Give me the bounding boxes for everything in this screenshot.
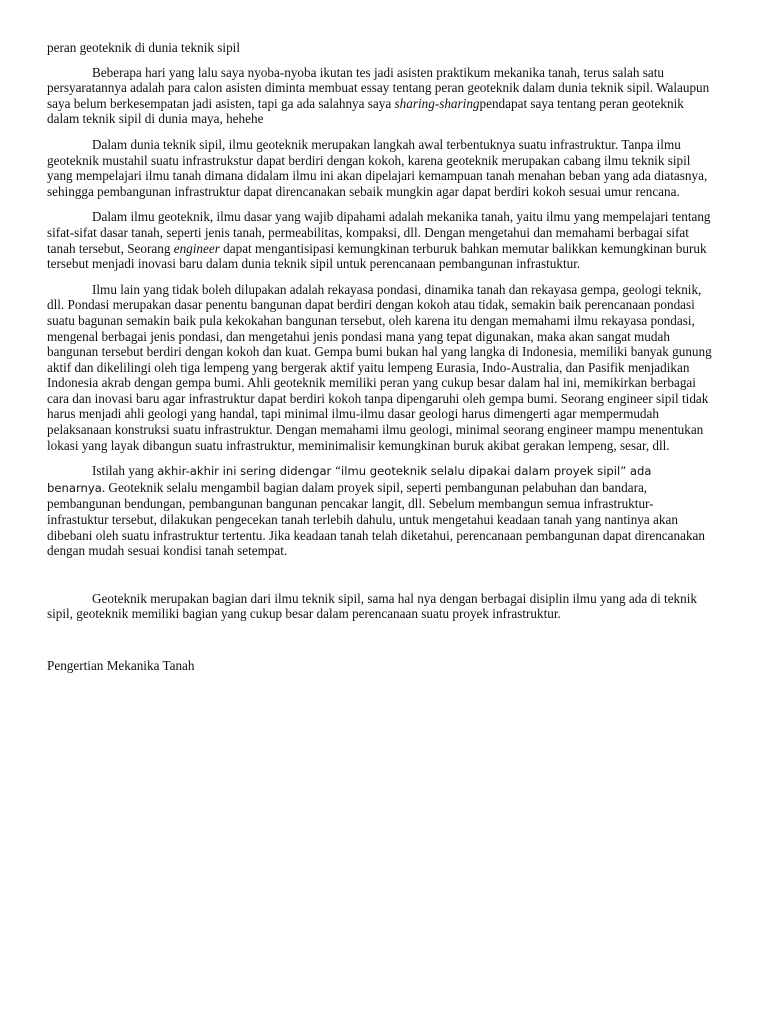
paragraph-conclusion: Geoteknik merupakan bagian dari ilmu teknik sipil, sama hal nya dengan berbagai disiplin ilmu yang ada di teknik sipil, geoteknik memiliki bagian yang cukup besar dalam perencanaan suatu proyek infrastruktur. [47, 590, 698, 622]
paragraph-intro-text: Beberapa hari yang lalu saya nyoba-nyoba ikutan tes jadi asisten praktikum mekanika tanah, terus salah satu persyaratannya adalah para calon asisten diminta membuat essay tentang peran geoteknik dalam dunia teknik sipil. Walaupun saya belum berkesempatan jadi asisten, tapi ga ada salahnya saya [47, 64, 710, 111]
document-title: peran geoteknik di dunia teknik sipil [47, 40, 241, 55]
paragraph-intro-italic: sharing-sharing [394, 95, 480, 111]
paragraph-mekanika-text: Dalam ilmu geoteknik, ilmu dasar yang wajib dipahami adalah mekanika tanah, yaitu ilmu yang mempelajari tentang sifat-sifat dasar tanah, seperti jenis tanah, permeabilitas, kompaksi, dll. Dengan mengetahui dan memahami berbagai sifat tanah tersebut, Seorang [47, 209, 711, 256]
spacer [47, 569, 713, 591]
section-heading: Pengertian Mekanika Tanah [47, 658, 195, 673]
paragraph-mekanika-tanah [47, 209, 713, 271]
paragraph-intro [47, 65, 713, 127]
document-page [47, 40, 713, 674]
paragraph-istilah-rest: . Geoteknik selalu mengambil bagian dalam proyek sipil, seperti pembangunan pelabuhan dan bandara, pembangunan bendungan, pembangunan bangunan pencakar langit, dll. Sebelum membangun semua infrastruktur-infrastuktur tersebut, dilakukan pengecekan tanah terlebih dahulu, untuk mengetahui keadaan tanah yang nantinya akan dibebani oleh suatu infrastruktur tertentu. Jika keadaan tanah telah diketahui, perencanaan pembangunan dapat direncanakan dengan mudah sesuai kondisi tanah setempat. [47, 479, 706, 559]
paragraph-istilah-quote: akhir-akhir ini sering didengar “ilmu geoteknik selalu dipakai dalam proyek sipil” ada benarnya [47, 464, 652, 495]
paragraph-intro-text-end: pendapat saya tentang peran geoteknik dalam teknik sipil di dunia maya, hehehe [47, 95, 684, 127]
paragraph-geoteknik-role: Dalam dunia teknik sipil, ilmu geoteknik merupakan langkah awal terbentuknya suatu infrastruktur. Tanpa ilmu geoteknik mustahil suatu infrastrukstur dapat berdiri dengan kokoh, karena geoteknik merupakan cabang ilmu teknik sipil yang mempelajari ilmu tanah dimana didalam ilmu ini akan dipelajari kemampuan tanah menahan beban yang ada diatasnya, sehingga pembangunan infrastruktur dapat direncanakan sebaik mungkin agar dapat berdiri kokoh sesuai umur rencana. [47, 136, 708, 199]
paragraph-mekanika-italic: engineer [173, 240, 220, 256]
spacer [47, 632, 713, 658]
paragraph-rekayasa-pondasi: Ilmu lain yang tidak boleh dilupakan adalah rekayasa pondasi, dinamika tanah dan rekayasa gempa, geologi teknik, dll. Pondasi merupakan dasar penentu bangunan dapat berdiri dengan kokoh atau tidak, semakin baik perencanaan pondasi suatu bagunan semakin baik pula kekokahan bangunan tersebut, oleh karena itu dengan memahami ilmu rekayasa pondasi, mengenal berbagai jenis pondasi, dan mengetahui jenis pondasi mana yang tepat digunakan, maka akan sangat mudah bangunan tersebut berdiri dengan kokoh dan kuat. Gempa bumi bukan hal yang langka di Indonesia, memiliki banyak gunung aktif dan dikelilingi oleh tiga lempeng yang bergerak aktif yaitu lempeng Eurasia, Indo-Australia, dan Pasifik menjadikan Indonesia akrab dengan gempa bumi. Ahli geoteknik memiliki peran yang cukup besar dalam hal ini, memikirkan berbagai cara dan inovasi baru agar infrastruktur dapat berdiri kokoh tanpa dipengaruhi oleh gempa bumi. Seorang engineer sipil tidak harus menjadi ahli geologi yang handal, tapi minimal ilmu-ilmu dasar geologi harus dimengerti agar mempermudah pelaksanaan konstruksi suatu infrastruktur. Dengan memahami ilmu geologi, minimal seorang engineer mampu menentukan lokasi yang layak dibangun suatu infrastruktur, meminimalisir kemungkinan buruk akibat gerakan lempeng, sesar, dll. [47, 281, 712, 453]
paragraph-istilah-lead: Istilah yang [92, 463, 158, 479]
paragraph-mekanika-text-end: dapat mengantisipasi kemungkinan terburuk bahkan memutar balikkan kemungkinan buruk tersebut menjadi inovasi baru dalam dunia teknik sipil untuk perencanaan pembangunan infrastuktur. [47, 240, 707, 272]
paragraph-istilah [47, 463, 713, 559]
